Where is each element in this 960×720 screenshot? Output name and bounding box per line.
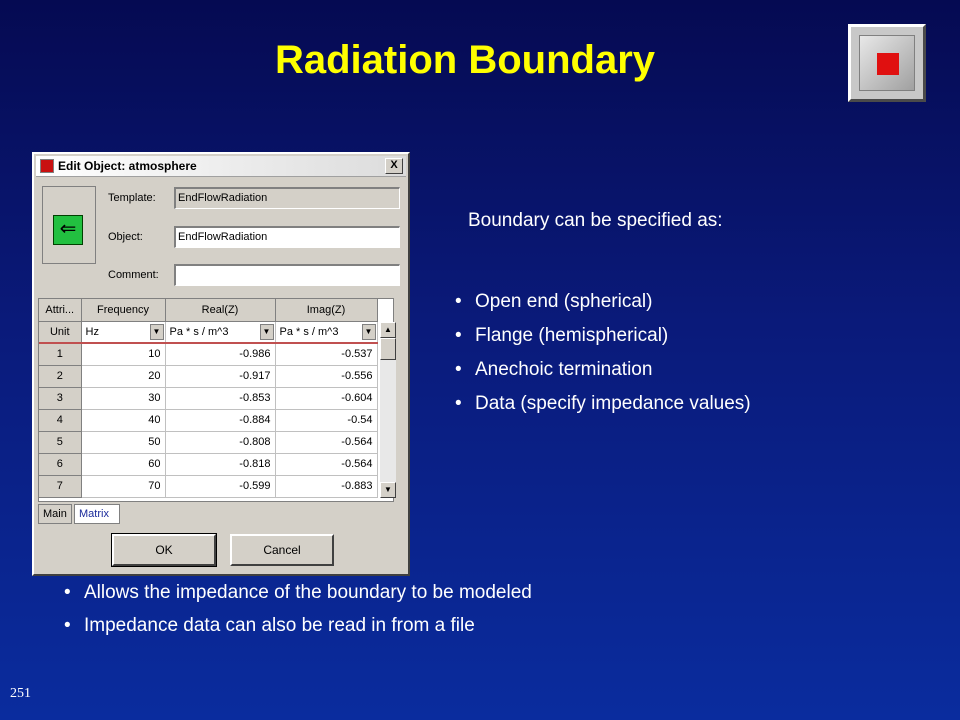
table-cell[interactable]: 70 [81,475,165,497]
impedance-table [39,299,378,498]
template-field: EndFlowRadiation [174,187,400,209]
scroll-up-icon[interactable]: ▲ [380,322,396,338]
table-cell[interactable]: -0.808 [165,431,275,453]
table-cell[interactable]: 10 [81,343,165,365]
row-header: Unit [39,321,81,343]
table-cell[interactable]: -0.986 [165,343,275,365]
tab-main[interactable]: Main [38,504,72,524]
row-header: 2 [39,365,81,387]
table-cell[interactable]: -0.537 [275,343,377,365]
table-cell[interactable]: -0.604 [275,387,377,409]
column-header[interactable]: Imag(Z) [275,299,377,321]
right-bullet-list [455,285,751,421]
table-row[interactable] [39,453,377,475]
chevron-down-icon[interactable]: ▼ [260,324,274,340]
chevron-down-icon[interactable]: ▼ [150,324,164,340]
table-cell[interactable]: 20 [81,365,165,387]
bullet-item: • Anechoic termination [455,353,751,387]
dialog-titlebar[interactable] [36,156,406,177]
row-header: 6 [39,453,81,475]
dialog-title: Edit Object: atmosphere [58,159,197,173]
table-cell[interactable]: 40 [81,409,165,431]
page-number: 251 [10,686,31,701]
comment-label: Comment: [108,269,159,281]
stop-button-face [859,35,915,91]
tab-matrix[interactable]: Matrix [74,504,120,524]
scroll-down-icon[interactable]: ▼ [380,482,396,498]
stop-button[interactable] [848,24,926,102]
column-header[interactable]: Real(Z) [165,299,275,321]
stop-icon [877,53,899,75]
table-cell[interactable]: 50 [81,431,165,453]
bottom-bullet-list [64,576,532,642]
table-cell[interactable]: -0.599 [165,475,275,497]
table-cell[interactable]: -0.818 [165,453,275,475]
table-cell[interactable]: -0.883 [275,475,377,497]
cancel-button[interactable]: Cancel [230,534,334,566]
unit-value: Pa * s / m^3 [279,325,339,338]
edit-object-dialog [32,152,410,576]
table-row[interactable] [39,431,377,453]
row-header: 1 [39,343,81,365]
table-cell[interactable]: -0.564 [275,453,377,475]
table-cell[interactable]: -0.54 [275,409,377,431]
unit-value: Pa * s / m^3 [169,325,229,338]
row-header: 4 [39,409,81,431]
table-cell[interactable]: -0.556 [275,365,377,387]
row-header: 5 [39,431,81,453]
table-row[interactable] [39,387,377,409]
object-label: Object: [108,231,143,243]
table-row[interactable] [39,365,377,387]
vertical-scrollbar[interactable] [380,322,396,498]
bullet-item: • Open end (spherical) [455,285,751,319]
table-cell[interactable]: -0.884 [165,409,275,431]
unit-select[interactable] [275,321,377,343]
object-icon-box [42,186,96,264]
unit-select[interactable] [165,321,275,343]
object-input[interactable]: EndFlowRadiation [174,226,400,248]
table-row[interactable] [39,475,377,497]
unit-row [39,321,377,343]
row-header: 3 [39,387,81,409]
column-header[interactable]: Attri... [39,299,81,321]
template-label: Template: [108,192,156,204]
app-icon [40,159,54,173]
scroll-thumb[interactable] [380,338,396,360]
bullet-item: • Impedance data can also be read in from a file [64,609,532,642]
table-row[interactable] [39,343,377,365]
close-button[interactable]: X [385,158,403,174]
bullet-item: • Data (specify impedance values) [455,387,751,421]
slide-title: Radiation Boundary [274,38,656,82]
unit-value: Hz [85,325,99,338]
table-cell[interactable]: 30 [81,387,165,409]
ok-button[interactable]: OK [112,534,216,566]
impedance-grid [38,298,394,502]
radiation-boundary-icon: ⇐ [53,215,83,245]
table-cell[interactable]: -0.853 [165,387,275,409]
chevron-down-icon[interactable]: ▼ [362,324,376,340]
table-cell[interactable]: -0.564 [275,431,377,453]
bullet-item: • Allows the impedance of the boundary to be modeled [64,576,532,609]
bullet-item: • Flange (hemispherical) [455,319,751,353]
table-row[interactable] [39,409,377,431]
row-header: 7 [39,475,81,497]
table-cell[interactable]: -0.917 [165,365,275,387]
unit-select[interactable] [81,321,165,343]
column-header[interactable]: Frequency [81,299,165,321]
spec-heading: Boundary can be specified as: [468,210,723,231]
table-cell[interactable]: 60 [81,453,165,475]
comment-input[interactable] [174,264,400,286]
